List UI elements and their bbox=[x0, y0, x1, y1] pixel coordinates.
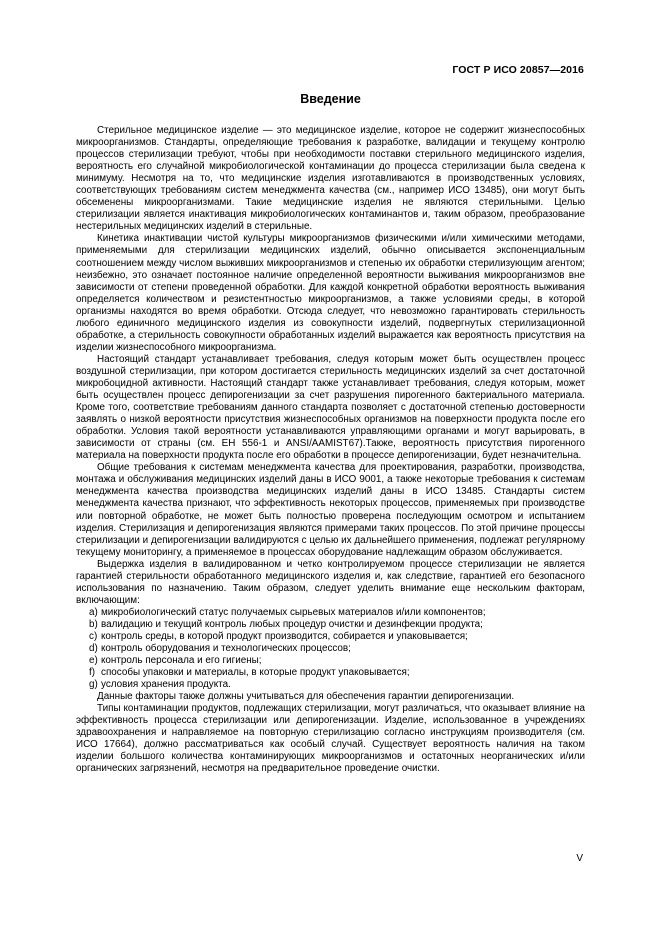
list-marker: a) bbox=[89, 606, 98, 618]
paragraph: Данные факторы также должны учитываться для обеспечения гарантии депирогенизации. bbox=[97, 691, 515, 703]
section-title: Введение bbox=[300, 92, 361, 106]
list-item-text: условия хранения продукта. bbox=[101, 679, 231, 691]
list-item bbox=[89, 607, 585, 619]
list-marker: d) bbox=[89, 643, 98, 655]
list-item bbox=[89, 679, 585, 691]
list-marker: b) bbox=[89, 618, 98, 630]
body-text bbox=[76, 125, 585, 776]
paragraph: Типы контаминации продуктов, подлежащих стерилизации, могут различаться, что оказывает влияние на эффективность процесса стерилизации или депирогенизации. Изделие, использованное в учреждениях здравоохранения и направляемое на повторную стерилизацию согласно инструкциям производителя (см. ИСО 17664), должно рассматриваться как особый случай. Существует вероятность наличия на таком изделии большого количества контаминирующих микроорганизмов и остаточных неорганических и/или органических загрязнений, несмотря на предварительное проведение очистки. bbox=[76, 703, 585, 775]
paragraph: Настоящий стандарт устанавливает требования, следуя которым может быть осуществлен процесс воздушной стерилизации, при котором достигается стерильность медицинских изделий за счет достаточной микробоцидной активности. Настоящий стандарт также устанавливает требования, следуя которым, может быть осуществлен процесс депирогенизации за счет разрушения пирогенного бактериального материала. Кроме того, соответствие требованиям данного стандарта позволяет с достаточной степенью достоверности заявлять о низкой вероятности присутствия жизнеспособных организмов на поверхности продукта после его обработки. Условия такой вероятности устанавливаются управляющими органами и могут варьировать, в зависимости от страны (см. ЕН 556-1 и ANSI/AAMIST67).Также, вероятность присутствия пирогенного материала на поверхности продукта после его обработки в процессе депирогенизации, будет незначительна. bbox=[76, 353, 585, 462]
list-item bbox=[89, 619, 585, 631]
paragraph: Стерильное медицинское изделие — это медицинское изделие, которое не содержит жизнеспособных микроорганизмов. Стандарты, определяющие требования к разработке, валидации и текущему контролю процессов стерилизации требуют, чтобы при необходимости поставки стерильного медицинского изделия, вероятность его случайной микробиологической контаминации до процесса стерилизации была сведена к минимуму. Несмотря на то, что медицинские изделия изготавливаются в производственных условиях, соответствующих требованиям систем менеджмента качества (см., например ИСО 13485), они могут быть обсеменены микроорганизмами. Такие медицинские изделия не являются стерильными. Целью стерилизации является инактивация микробиологических контаминантов и, таким образом, преобразование нестерильных медицинских изделий в стерильные. bbox=[76, 125, 585, 233]
list-marker: g) bbox=[89, 679, 98, 691]
list-item-text: контроль среды, в которой продукт производится, собирается и упаковывается; bbox=[101, 630, 468, 642]
list-item-text: микробиологический статус получаемых сырьевых материалов и/или компонентов; bbox=[101, 606, 486, 618]
document-header: ГОСТ Р ИСО 20857—2016 bbox=[452, 64, 584, 76]
page-number: V bbox=[576, 853, 583, 864]
list-item bbox=[89, 631, 585, 643]
list-marker: c) bbox=[89, 630, 98, 642]
list-item bbox=[89, 655, 585, 667]
list-marker: e) bbox=[89, 655, 98, 667]
list-item bbox=[89, 643, 585, 655]
paragraph: Кинетика инактивации чистой культуры микроорганизмов физическими и/или химическими методами, применяемыми для стерилизации медицинских изделий, обычно описывается экспоненциальным соотношением между числом выживших микроорганизмов и степенью их обработки стерилизующим агентом; неизбежно, это означает постоянное наличие определенной вероятности выживания микроорганизмов вне зависимости от степени проведенной обработки. Для каждой конкретной обработки вероятность выживания определяется количеством и резистентностью микроорганизмов, а также условиями среды, в которой организмы находятся во время обработки. Отсюда следует, что невозможно гарантировать стерильность любого единичного медицинского изделия из совокупности изделий, подвергнутых стерилизационной обработке, а стерильность совокупности обработанных изделий выражается как вероятность присутствия на изделии жизнеспособного микроорганизма. bbox=[76, 233, 585, 353]
list-marker: f) bbox=[89, 667, 96, 679]
paragraph: Выдержка изделия в валидированном и четко контролируемом процессе стерилизации не является гарантией стерильности обработанного медицинского изделия и, как следствие, гарантией его безопасного использования по назначению. Таким образом, следует уделить внимание еще нескольким факторам, включающим: bbox=[76, 558, 585, 606]
list-item bbox=[89, 667, 585, 679]
factor-list bbox=[76, 607, 585, 691]
paragraph: Общие требования к системам менеджмента качества для проектирования, разработки, производства, монтажа и обслуживания медицинских изделий даны в ИСО 9001, а также некоторые требования к системам менеджмента качества производства медицинских изделий даны в ИСО 13485. Стандарты систем менеджмента качества признают, что эффективность некоторых процессов, применяемых при производстве или повторной обработке, не может быть полностью проверена последующим осмотром и испытанием изделия. Стерилизация и депирогенизация являются примерами таких процессов. По этой причине процессы стерилизации и депирогенизации валидируются с целью их дальнейшего применения, подлежат регулярному текущему мониторингу, а применяемое в процессах оборудование надлежащим образом обслуживается. bbox=[76, 462, 585, 558]
list-item-text: контроль персонала и его гигиены; bbox=[101, 655, 262, 667]
list-item-text: способы упаковки и материалы, в которые продукт упаковывается; bbox=[101, 667, 410, 679]
list-item-text: валидацию и текущий контроль любых процедур очистки и дезинфекции продукта; bbox=[101, 618, 483, 630]
list-item-text: контроль оборудования и технологических процессов; bbox=[101, 643, 351, 655]
